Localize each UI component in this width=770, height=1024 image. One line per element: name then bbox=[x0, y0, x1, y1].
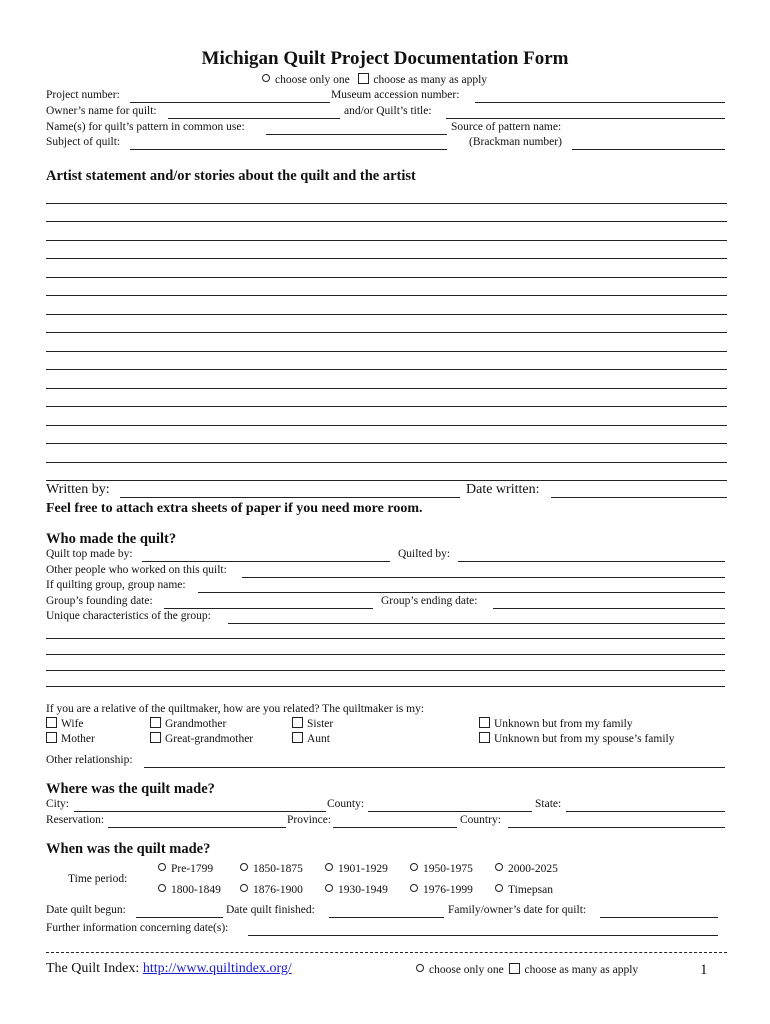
subject-field[interactable] bbox=[130, 149, 447, 150]
quilt-top-field[interactable] bbox=[142, 561, 390, 562]
radio-icon[interactable] bbox=[495, 863, 503, 871]
period-timespan[interactable] bbox=[495, 884, 553, 896]
ruled-line bbox=[46, 369, 727, 370]
founding-label: Group’s founding date: bbox=[46, 595, 153, 607]
ruled-line bbox=[46, 295, 727, 296]
state-label: State: bbox=[535, 798, 562, 810]
who-heading: Who made the quilt? bbox=[46, 531, 177, 547]
quilt-title-label: and/or Quilt’s title: bbox=[344, 105, 432, 117]
county-field[interactable] bbox=[368, 811, 532, 812]
radio-icon[interactable] bbox=[410, 863, 418, 871]
extra-sheets-note: Feel free to attach extra sheets of paper if you need more room. bbox=[46, 501, 423, 516]
period-1976-1999[interactable] bbox=[410, 884, 473, 896]
period-pre-1799[interactable] bbox=[158, 863, 213, 875]
checkbox-icon[interactable] bbox=[479, 717, 490, 728]
checkbox-icon[interactable] bbox=[292, 717, 303, 728]
page-number: 1 bbox=[700, 962, 708, 978]
radio-icon[interactable] bbox=[495, 884, 503, 892]
option-great-grandmother[interactable] bbox=[150, 732, 253, 745]
written-by-field[interactable] bbox=[120, 497, 460, 498]
option-unknown-spouse[interactable] bbox=[479, 732, 674, 745]
radio-icon bbox=[416, 964, 424, 972]
project-number-field[interactable] bbox=[130, 102, 330, 103]
ruled-line bbox=[46, 388, 727, 389]
quilted-by-label: Quilted by: bbox=[398, 548, 451, 560]
option-label: Wife bbox=[61, 718, 84, 730]
checkbox-icon[interactable] bbox=[150, 717, 161, 728]
option-label: Great-grandmother bbox=[165, 733, 254, 745]
period-label: 1800-1849 bbox=[171, 884, 221, 896]
option-label: Unknown but from my family bbox=[494, 718, 633, 730]
radio-icon[interactable] bbox=[325, 863, 333, 871]
museum-accession-field[interactable] bbox=[475, 102, 725, 103]
relative-question: If you are a relative of the quiltmaker, how are you related? The quiltmaker is my: bbox=[46, 703, 425, 715]
pattern-names-field[interactable] bbox=[266, 134, 447, 135]
legend-choose-many: choose as many as apply bbox=[373, 74, 488, 86]
city-label: City: bbox=[46, 798, 70, 810]
date-begun-label: Date quilt begun: bbox=[46, 904, 126, 916]
checkbox-icon[interactable] bbox=[150, 732, 161, 743]
province-label: Province: bbox=[287, 814, 332, 826]
ruled-line bbox=[46, 240, 727, 241]
radio-icon[interactable] bbox=[325, 884, 333, 892]
family-date-label: Family/owner’s date for quilt: bbox=[448, 904, 587, 916]
footer-choose-one: choose only one bbox=[429, 964, 504, 976]
period-label: 1901-1929 bbox=[338, 863, 388, 875]
unique-label: Unique characteristics of the group: bbox=[46, 610, 211, 622]
unique-line-3[interactable] bbox=[46, 654, 725, 655]
unique-line-5[interactable] bbox=[46, 686, 725, 687]
page-title: Michigan Quilt Project Documentation Form bbox=[201, 48, 569, 69]
option-unknown-family[interactable] bbox=[479, 717, 633, 730]
subject-label: Subject of quilt: bbox=[46, 136, 121, 148]
ruled-line bbox=[46, 258, 727, 259]
period-label: 2000-2025 bbox=[508, 863, 558, 875]
date-begun-field[interactable] bbox=[136, 917, 223, 918]
ruled-line bbox=[46, 443, 727, 444]
time-period-label: Time period: bbox=[68, 873, 128, 885]
founding-field[interactable] bbox=[164, 608, 373, 609]
checkbox-icon bbox=[509, 963, 520, 974]
radio-icon[interactable] bbox=[158, 884, 166, 892]
period-2000-2025[interactable] bbox=[495, 863, 558, 875]
date-finished-field[interactable] bbox=[329, 917, 444, 918]
written-by-label: Written by: bbox=[46, 482, 110, 497]
period-1930-1949[interactable] bbox=[325, 884, 388, 896]
brackman-field[interactable] bbox=[572, 149, 725, 150]
unique-field[interactable] bbox=[228, 623, 725, 624]
other-people-label: Other people who worked on this quilt: bbox=[46, 564, 227, 576]
when-heading: When was the quilt made? bbox=[46, 841, 211, 857]
county-label: County: bbox=[327, 798, 365, 810]
ruled-line bbox=[46, 351, 727, 352]
unique-line-2[interactable] bbox=[46, 638, 725, 639]
quilt-title-field[interactable] bbox=[446, 118, 725, 119]
legend bbox=[262, 73, 487, 86]
radio-icon[interactable] bbox=[410, 884, 418, 892]
period-label: Timepsan bbox=[508, 884, 553, 896]
radio-icon[interactable] bbox=[158, 863, 166, 871]
country-field[interactable] bbox=[508, 827, 725, 828]
legend-choose-one: choose only one bbox=[275, 74, 350, 86]
period-label: 1930-1949 bbox=[338, 884, 388, 896]
option-label: Unknown but from my spouse’s family bbox=[494, 733, 675, 745]
page-divider bbox=[46, 952, 727, 953]
ruled-line bbox=[46, 425, 727, 426]
checkbox-icon[interactable] bbox=[46, 732, 57, 743]
option-label: Mother bbox=[61, 733, 95, 745]
ruled-line bbox=[46, 406, 727, 407]
period-label: 1876-1900 bbox=[253, 884, 303, 896]
checkbox-icon[interactable] bbox=[292, 732, 303, 743]
period-label: 1950-1975 bbox=[423, 863, 473, 875]
option-label: Grandmother bbox=[165, 718, 227, 730]
reservation-field[interactable] bbox=[108, 827, 286, 828]
where-heading: Where was the quilt made? bbox=[46, 781, 215, 797]
period-label: 1976-1999 bbox=[423, 884, 473, 896]
date-written-field[interactable] bbox=[551, 497, 727, 498]
owners-name-field[interactable] bbox=[168, 118, 340, 119]
ruled-line bbox=[46, 332, 727, 333]
radio-icon[interactable] bbox=[240, 863, 248, 871]
brackman-label: (Brackman number) bbox=[469, 136, 562, 148]
checkbox-icon[interactable] bbox=[479, 732, 490, 743]
other-people-field[interactable] bbox=[242, 577, 725, 578]
other-relationship-label: Other relationship: bbox=[46, 754, 133, 766]
ending-label: Group’s ending date: bbox=[381, 595, 478, 607]
period-1800-1849[interactable] bbox=[158, 884, 221, 896]
museum-accession-label: Museum accession number: bbox=[331, 89, 460, 101]
ending-field[interactable] bbox=[493, 608, 725, 609]
pattern-source-label: Source of pattern name: bbox=[451, 121, 562, 133]
project-number-label: Project number: bbox=[46, 89, 120, 101]
date-written-label: Date written: bbox=[466, 482, 540, 497]
period-1950-1975[interactable] bbox=[410, 863, 473, 875]
pattern-names-label: Name(s) for quilt’s pattern in common use: bbox=[46, 121, 245, 133]
state-field[interactable] bbox=[566, 811, 725, 812]
option-label: Sister bbox=[307, 718, 334, 730]
footer-legend bbox=[416, 963, 638, 976]
option-label: Aunt bbox=[307, 733, 330, 745]
owners-name-label: Owner’s name for quilt: bbox=[46, 105, 157, 117]
group-name-label: If quilting group, group name: bbox=[46, 579, 186, 591]
footer-index bbox=[46, 961, 292, 977]
province-field[interactable] bbox=[333, 827, 457, 828]
period-1901-1929[interactable] bbox=[325, 863, 388, 875]
further-info-field[interactable] bbox=[248, 935, 718, 936]
quilt-index-link[interactable]: http://www.quiltindex.org/ bbox=[142, 961, 292, 976]
radio-icon[interactable] bbox=[240, 884, 248, 892]
ruled-line bbox=[46, 203, 727, 204]
country-label: Country: bbox=[460, 814, 501, 826]
option-mother[interactable] bbox=[46, 732, 95, 745]
ruled-line bbox=[46, 277, 727, 278]
quilt-top-label: Quilt top made by: bbox=[46, 548, 133, 560]
period-label: Pre-1799 bbox=[171, 863, 214, 875]
period-label: 1850-1875 bbox=[253, 863, 303, 875]
ruled-line bbox=[46, 314, 727, 315]
period-1876-1900[interactable] bbox=[240, 884, 303, 896]
option-aunt[interactable] bbox=[292, 732, 330, 745]
unique-line-4[interactable] bbox=[46, 670, 725, 671]
ruled-line bbox=[46, 462, 727, 463]
checkbox-icon[interactable] bbox=[46, 717, 57, 728]
reservation-label: Reservation: bbox=[46, 814, 105, 826]
date-finished-label: Date quilt finished: bbox=[226, 904, 315, 916]
ruled-line bbox=[46, 221, 727, 222]
city-field[interactable] bbox=[74, 811, 326, 812]
ruled-line bbox=[46, 480, 727, 481]
family-date-field[interactable] bbox=[600, 917, 718, 918]
option-grandmother[interactable] bbox=[150, 717, 226, 730]
other-relationship-field[interactable] bbox=[144, 767, 725, 768]
group-name-field[interactable] bbox=[198, 592, 725, 593]
quilted-by-field[interactable] bbox=[458, 561, 725, 562]
artist-heading: Artist statement and/or stories about the quilt and the artist bbox=[46, 168, 416, 184]
checkbox-icon bbox=[358, 73, 369, 84]
option-wife[interactable] bbox=[46, 717, 84, 730]
footer-index-label: The Quilt Index: bbox=[46, 961, 140, 976]
radio-icon bbox=[262, 74, 270, 82]
further-info-label: Further information concerning date(s): bbox=[46, 922, 229, 934]
footer-choose-many: choose as many as apply bbox=[524, 964, 639, 976]
period-1850-1875[interactable] bbox=[240, 863, 303, 875]
option-sister[interactable] bbox=[292, 717, 333, 730]
